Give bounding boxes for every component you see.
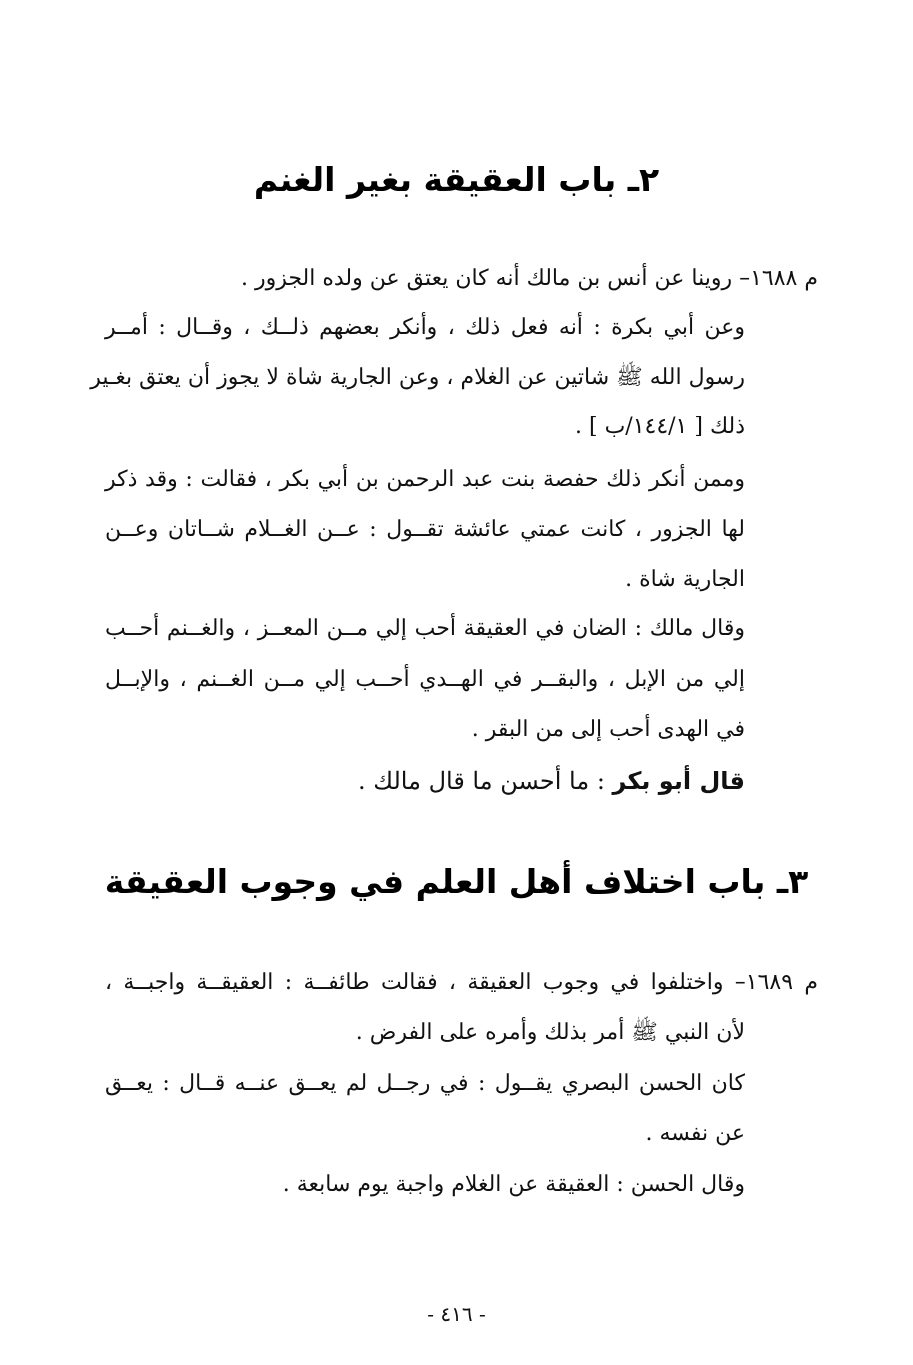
paragraph-line: إلي من الإبل ، والبقــر في الهــدي أحــب إلي مــن الغــنم ، والإبــل (105, 667, 745, 692)
paragraph-line: رسول الله ﷺ شاتين عن الغلام ، وعن الجارية شاة لا يجوز أن يعتق بغـير (90, 365, 745, 390)
paragraph-line: وممن أنكر ذلك حفصة بنت عبد الرحمن بن أبي بكر ، فقالت : وقد ذكر (105, 467, 745, 492)
paragraph-line: وعن أبي بكرة : أنه فعل ذلك ، وأنكر بعضهم ذلــك ، وقــال : أمــر (105, 315, 745, 340)
paragraph-line: عن نفسه . (645, 1121, 745, 1146)
paragraph-line: وقال الحسن : العقيقة عن الغلام واجبة يوم سابعة . (282, 1172, 745, 1197)
entry-number: م ١٦٨٩– (734, 970, 818, 995)
section-heading-2: ٣ـ باب اختلاف أهل العلم في وجوب العقيقة (104, 862, 809, 901)
entry-1688 (215, 264, 818, 294)
section-heading-1: ٢ـ باب العقيقة بغير الغنم (253, 160, 660, 199)
paragraph-line: الجارية شاة . (625, 567, 745, 592)
paragraph-line: لأن النبي ﷺ أمر بذلك وأمره على الفرض . (355, 1020, 745, 1045)
entry-text: روينا عن أنس بن مالك أنه كان يعتق عن ولده الجزور . (240, 266, 733, 291)
paragraph-line: وقال مالك : الضان في العقيقة أحب إلي مــن المعــز ، والغــنم أحــب (105, 616, 745, 641)
paragraph-line: في الهدى أحب إلى من البقر . (471, 717, 745, 742)
closing-text: : ما أحسن ما قال مالك . (357, 767, 605, 795)
entry-number: م ١٦٨٨– (739, 266, 818, 291)
speaker-name: قال أبو بكر (612, 767, 745, 795)
closing-remark (358, 766, 745, 796)
entry-1689 (105, 968, 818, 998)
paragraph-line: كان الحسن البصري يقــول : في رجــل لم يعــق عنــه قــال : يعــق (105, 1071, 745, 1096)
paragraph-line: لها الجزور ، كانت عمتي عائشة تقــول : عــن الغــلام شــاتان وعــن (105, 517, 745, 542)
entry-text: واختلفوا في وجوب العقيقة ، فقالت طائفــة : العقيقــة واجبــة ، (105, 970, 724, 995)
page-number: - ٤١٦ - (427, 1302, 486, 1326)
paragraph-line: ذلك [ ١٤٤/١/ب ] . (575, 414, 745, 439)
